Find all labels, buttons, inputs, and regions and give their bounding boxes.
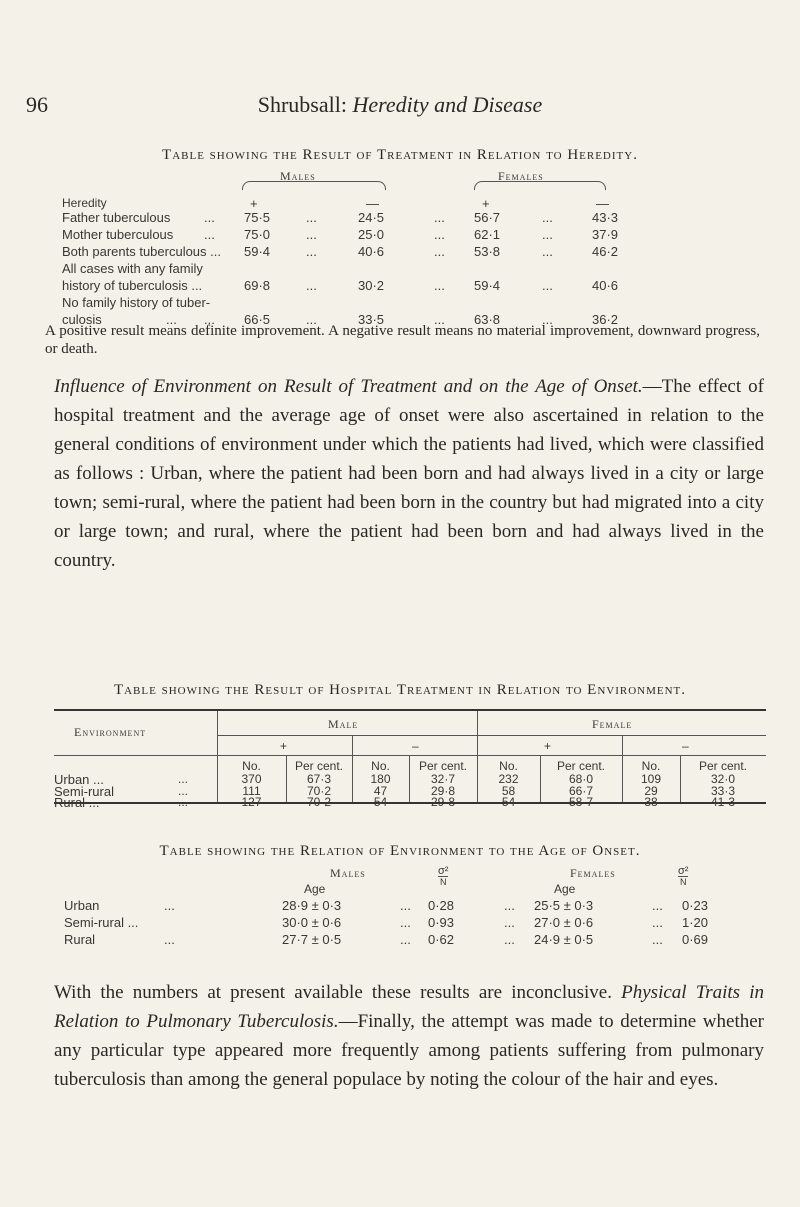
female-plus-header: +: [544, 739, 552, 753]
female-plus-pct: 66·7: [568, 784, 594, 798]
leader-dots: ...: [434, 244, 445, 259]
environment-treatment-table: [54, 709, 766, 810]
env-label: Urban ...: [54, 772, 104, 787]
female-minus-no: 29: [644, 784, 658, 798]
male-sigma: 0·28: [428, 898, 455, 913]
leader-dots: ...: [434, 210, 445, 225]
leader-dots: ...: [542, 244, 553, 259]
male-minus-pct: 29·8: [430, 795, 456, 809]
leader-dots: ...: [306, 278, 317, 293]
leader-dots: ...: [542, 210, 553, 225]
no-header: No.: [371, 759, 390, 773]
female-sigma: 1·20: [682, 915, 709, 930]
male-positive: 66·5: [244, 312, 271, 327]
female-positive: 63·8: [474, 312, 501, 327]
females-heading: Females: [570, 866, 616, 880]
table1-footnote: A positive result means definite improvement. A negative result means no material improvement, downward progress, or death.: [45, 323, 760, 357]
header-rule: [54, 755, 766, 756]
conclusion-sentence: With the numbers at present available these results are inconclusive.: [54, 982, 612, 1003]
row-label: Mother tuberculous: [62, 227, 174, 242]
female-minus-pct: 32·0: [710, 772, 736, 786]
row-label-first-line: No family history of tuber-: [62, 295, 211, 310]
female-age-header: Age: [554, 882, 576, 896]
no-header: No.: [499, 759, 518, 773]
females-brace: [474, 181, 606, 190]
table3-caption: Table showing the Relation of Environment to the Age of Onset.: [159, 843, 641, 859]
row-label: history of tuberculosis ...: [62, 278, 203, 293]
female-minus-pct: 41·3: [710, 795, 736, 809]
table1-caption: Table showing the Result of Treatment in Relation to Heredity.: [162, 147, 638, 163]
leader-dots: ...: [164, 898, 175, 913]
female-sigma: 0·23: [682, 898, 709, 913]
male-positive: 59·4: [244, 244, 271, 259]
no-header: No.: [242, 759, 261, 773]
male-group-header: Male: [328, 717, 359, 731]
leader-dots: ...: [204, 312, 215, 327]
paragraph-body: —Finally, the attempt was made to determine whether any particular type appeared more frequently among patients suffering from pulmonary tuberculosis than among the general populace by noting the colour of the hair and eyes.: [54, 1011, 764, 1090]
leader-dots: ...: [306, 227, 317, 242]
table-row: [62, 243, 756, 260]
row-label: Both parents tuberculous ...: [62, 244, 221, 259]
female-plus-pct: 68·0: [568, 772, 594, 786]
male-negative: 30·2: [358, 278, 385, 293]
leader-dots: ...: [542, 312, 553, 327]
leader-dots: ...: [178, 772, 189, 786]
sigma-denominator: N: [439, 877, 447, 887]
female-positive: 62·1: [474, 227, 501, 242]
pct-header: Per cent.: [418, 759, 468, 773]
paragraph-body: —The effect of hospital treatment and the average age of onset were also ascertained in relation to the general conditions of environment under which the patients had lived, which were classified as follows : Urban, where the patient had been born and had always lived in a city or large town; semi-rural, where the patient had been born in the country but had migrated into a city or large town; and rural, where the patient had been born and had always lived in the country.: [54, 376, 764, 571]
male-positive: 69·8: [244, 278, 271, 293]
male-plus-pct: 67·3: [306, 772, 332, 786]
group-rule: [217, 735, 766, 736]
leader-dots: ...: [504, 932, 515, 947]
male-sigma: 0·93: [428, 915, 455, 930]
male-negative: 25·0: [358, 227, 385, 242]
leader-dots: ...: [542, 227, 553, 242]
male-negative: 40·6: [358, 244, 385, 259]
table-row: [62, 277, 756, 294]
environment-paragraph: [54, 372, 764, 575]
female-minus-pct: 33·3: [710, 784, 736, 798]
leader-dots: ...: [178, 784, 189, 798]
running-book-title: Heredity and Disease: [352, 92, 543, 117]
male-plus-no: 127: [241, 795, 262, 809]
section-heading-environment: Influence of Environment on Result of Treatment and on the Age of Onset.: [54, 376, 643, 397]
leader-dots: ...: [164, 932, 175, 947]
female-age: 24·9 ± 0·5: [534, 932, 594, 947]
male-plus-header: +: [280, 739, 288, 753]
male-plus-no: 111: [242, 784, 261, 798]
table2-caption: Table showing the Result of Hospital Treatment in Relation to Environment.: [113, 682, 687, 698]
female-minus-sign: —: [596, 196, 609, 211]
environment-column-header: Environment: [74, 725, 147, 739]
female-negative: 37·9: [592, 227, 619, 242]
male-plus-no: 370: [241, 772, 262, 786]
env-label: Rural: [64, 932, 96, 947]
male-plus-pct: 70·2: [306, 795, 332, 809]
female-plus-sign: +: [482, 196, 490, 211]
leader-dots: ...: [400, 898, 411, 913]
female-sigma-header: [678, 866, 688, 887]
female-positive: 56·7: [474, 210, 501, 225]
leader-dots: ...: [434, 278, 445, 293]
leader-dots: ...: [306, 244, 317, 259]
male-minus-no: 54: [373, 795, 388, 809]
no-header: No.: [641, 759, 661, 773]
female-plus-pct: 58·7: [568, 795, 594, 809]
leader-dots: ...: [434, 312, 445, 327]
table-row-label-line: [62, 294, 756, 311]
leader-dots: ...: [652, 915, 663, 930]
table-top-rule: [54, 709, 766, 711]
male-age: 30·0 ± 0·6: [282, 915, 342, 930]
leader-dots: ...: [204, 210, 215, 225]
male-minus-no: 180: [370, 772, 391, 786]
male-age-header: Age: [304, 882, 326, 896]
female-minus-no: 109: [640, 772, 662, 786]
row-label: Father tuberculous: [62, 210, 171, 225]
female-plus-no: 54: [501, 795, 516, 809]
male-minus-no: 47: [373, 784, 388, 798]
table-row: [62, 209, 756, 226]
sigma-denominator: N: [679, 877, 687, 887]
leader-dots: ...: [306, 210, 317, 225]
physical-traits-paragraph: [54, 978, 764, 1094]
leader-dots: ...: [306, 312, 317, 327]
female-minus-no: 38: [644, 795, 658, 809]
leader-dots: ...: [400, 932, 411, 947]
pct-header: Per cent.: [294, 759, 344, 773]
male-minus-pct: 29·8: [430, 784, 456, 798]
running-title: [26, 92, 774, 118]
male-negative: 24·5: [358, 210, 385, 225]
pct-header: Per cent.: [556, 759, 606, 773]
males-heading: Males: [330, 866, 366, 880]
env-label: Rural ...: [54, 795, 100, 810]
heredity-column-label: Heredity: [62, 196, 107, 210]
females-group-heading: Females: [498, 169, 544, 183]
male-plus-pct: 70·2: [306, 784, 332, 798]
male-age: 27·7 ± 0·5: [282, 932, 342, 947]
leader-dots: ...: [542, 278, 553, 293]
male-age: 28·9 ± 0·3: [282, 898, 342, 913]
female-negative: 43·3: [592, 210, 619, 225]
males-brace: [242, 181, 386, 190]
female-age: 25·5 ± 0·3: [534, 898, 594, 913]
female-minus-header: –: [682, 739, 689, 753]
sigma-numerator: σ²: [678, 865, 689, 877]
row-label-first-line: All cases with any family: [62, 261, 203, 276]
female-positive: 53·8: [474, 244, 501, 259]
section-heading-physical-traits: Physical Traits in Relation to Pulmonary Tuberculosis.: [54, 982, 765, 1032]
leader-dots: ...: [652, 898, 663, 913]
males-group-heading: Males: [280, 169, 316, 183]
row-label: culosis: [62, 312, 102, 327]
leader-dots: ...: [178, 795, 189, 809]
female-negative: 36·2: [592, 312, 619, 327]
sigma-numerator: σ²: [438, 865, 449, 877]
male-sigma-header: [438, 866, 448, 887]
env-label: Semi-rural ...: [64, 915, 139, 930]
female-sigma: 0·69: [682, 932, 709, 947]
pct-header: Per cent.: [698, 759, 748, 773]
env-label: Urban: [64, 898, 100, 913]
female-plus-no: 58: [501, 784, 516, 798]
table-row-label-line: [62, 260, 756, 277]
male-minus-header: –: [412, 739, 419, 753]
female-positive: 59·4: [474, 278, 501, 293]
female-age: 27·0 ± 0·6: [534, 915, 594, 930]
page-number: 96: [26, 92, 48, 117]
leader-dots: ...: [204, 227, 215, 242]
female-negative: 46·2: [592, 244, 619, 259]
leader-dots: ...: [504, 898, 515, 913]
leader-dots: ...: [434, 227, 445, 242]
male-positive: 75·5: [244, 210, 271, 225]
male-minus-pct: 32·7: [430, 772, 456, 786]
running-header: [26, 92, 774, 126]
male-minus-sign: —: [366, 196, 379, 211]
female-negative: 40·6: [592, 278, 619, 293]
male-plus-sign: +: [250, 196, 258, 211]
leader-dots: ...: [400, 915, 411, 930]
female-plus-no: 232: [498, 772, 519, 786]
male-negative: 33·5: [358, 312, 385, 327]
male-positive: 75·0: [244, 227, 271, 242]
leader-dots: ...: [504, 915, 515, 930]
leader-dots: ...: [652, 932, 663, 947]
leader-dots: ...: [166, 312, 177, 327]
env-label: Semi-rural: [54, 784, 114, 799]
table-row: [62, 226, 756, 243]
female-group-header: Female: [592, 717, 633, 731]
running-author: Shrubsall:: [257, 92, 347, 117]
male-sigma: 0·62: [428, 932, 455, 947]
